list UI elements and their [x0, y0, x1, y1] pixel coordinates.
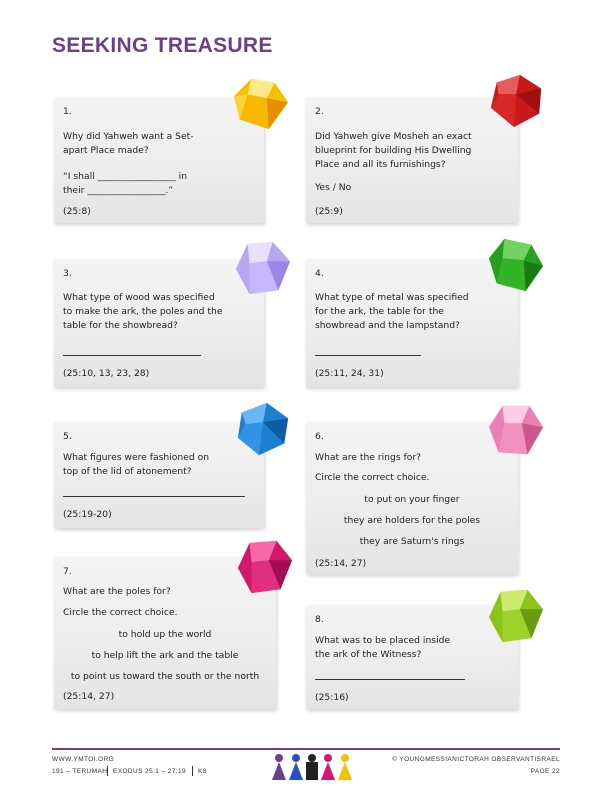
question-line: What are the poles for?	[63, 586, 171, 597]
question-line: Did Yahweh give Mosheh an exact	[315, 131, 472, 142]
answer-choice[interactable]: to put on your finger	[364, 494, 460, 505]
question-number: 5.	[63, 431, 72, 442]
question-line: to make the ark, the poles and the	[63, 306, 223, 317]
footer-separator	[192, 766, 193, 776]
question-number: 6.	[315, 431, 324, 442]
scripture-reference: (25:10, 13, 23, 28)	[63, 368, 150, 379]
question-line: What type of metal was specified	[315, 292, 469, 303]
answer-choice[interactable]: to help lift the ark and the table	[91, 650, 239, 661]
question-number: 2.	[315, 106, 324, 117]
children-logo-icon	[270, 752, 354, 782]
pink-gem-icon	[487, 402, 545, 460]
answer-choice[interactable]: they are Saturn's rings	[359, 536, 465, 547]
green-gem-icon	[487, 237, 545, 295]
fill-in-line[interactable]: their _________________.”	[63, 185, 174, 196]
footer-page-number: PAGE 22	[530, 768, 560, 775]
blue-gem-icon	[234, 401, 292, 459]
question-number: 3.	[63, 268, 72, 279]
answer-line[interactable]	[63, 355, 201, 356]
answer-line[interactable]	[315, 355, 421, 356]
answer-choice[interactable]: they are holders for the poles	[343, 515, 481, 526]
scripture-reference: (25:14, 27)	[315, 558, 367, 569]
question-line: Place and all its furnishings?	[315, 159, 446, 170]
question-line: What figures were fashioned on	[63, 452, 210, 463]
question-number: 7.	[63, 566, 72, 577]
question-number: 4.	[315, 268, 324, 279]
question-number: 1.	[63, 106, 72, 117]
question-number: 8.	[315, 614, 324, 625]
footer-url[interactable]: WWW.YMTOI.ORG	[52, 756, 115, 763]
lime-gem-icon	[487, 588, 545, 646]
yes-no-answer[interactable]: Yes / No	[315, 182, 352, 193]
scripture-reference: (25:11, 24, 31)	[315, 368, 384, 379]
red-gem-icon	[487, 73, 545, 131]
footer-level: K8	[198, 768, 207, 775]
scripture-reference: (25:8)	[63, 206, 91, 217]
question-line: apart Place made?	[63, 145, 149, 156]
answer-choice[interactable]: to hold up the world	[118, 629, 212, 640]
question-line: blueprint for building His Dwelling	[315, 145, 472, 156]
answer-line[interactable]	[63, 496, 245, 497]
footer-copyright: © YOUNGMESSIANICTORAH OBSERVANTISRAEL	[392, 756, 560, 763]
question-line: top of the lid of atonement?	[63, 466, 192, 477]
footer-lesson: 191 – TERUMAH	[52, 768, 108, 775]
question-line: for the ark, the table for the	[315, 306, 444, 317]
footer-separator	[107, 766, 108, 776]
question-line: What type of wood was specified	[63, 292, 215, 303]
answer-choice[interactable]: to point us toward the south or the north	[70, 671, 260, 682]
question-line: Circle the correct choice.	[63, 607, 178, 618]
question-line: What was to be placed inside	[315, 635, 451, 646]
page-title: SEEKING TREASURE	[52, 34, 273, 57]
question-line: Why did Yahweh want a Set-	[63, 131, 194, 142]
magenta-gem-icon	[236, 539, 294, 597]
scripture-reference: (25:9)	[315, 206, 343, 217]
question-card-5	[54, 422, 264, 528]
question-line: the ark of the Witness?	[315, 649, 422, 660]
yellow-gem-icon	[232, 75, 290, 133]
lavender-gem-icon	[234, 240, 292, 298]
question-line: table for the showbread?	[63, 320, 178, 331]
scripture-reference: (25:14, 27)	[63, 691, 115, 702]
fill-in-line[interactable]: “I shall _________________ in	[63, 171, 188, 182]
question-line: showbread and the lampstand?	[315, 320, 460, 331]
footer-divider	[52, 748, 560, 750]
answer-line[interactable]	[315, 679, 465, 680]
scripture-reference: (25:19-20)	[63, 509, 112, 520]
question-line: Circle the correct choice.	[315, 472, 430, 483]
question-card-3	[54, 259, 264, 387]
question-line: What are the rings for?	[315, 452, 422, 463]
footer-scripture: EXODUS 25:1 – 27:19	[113, 768, 186, 775]
scripture-reference: (25:16)	[315, 692, 349, 703]
